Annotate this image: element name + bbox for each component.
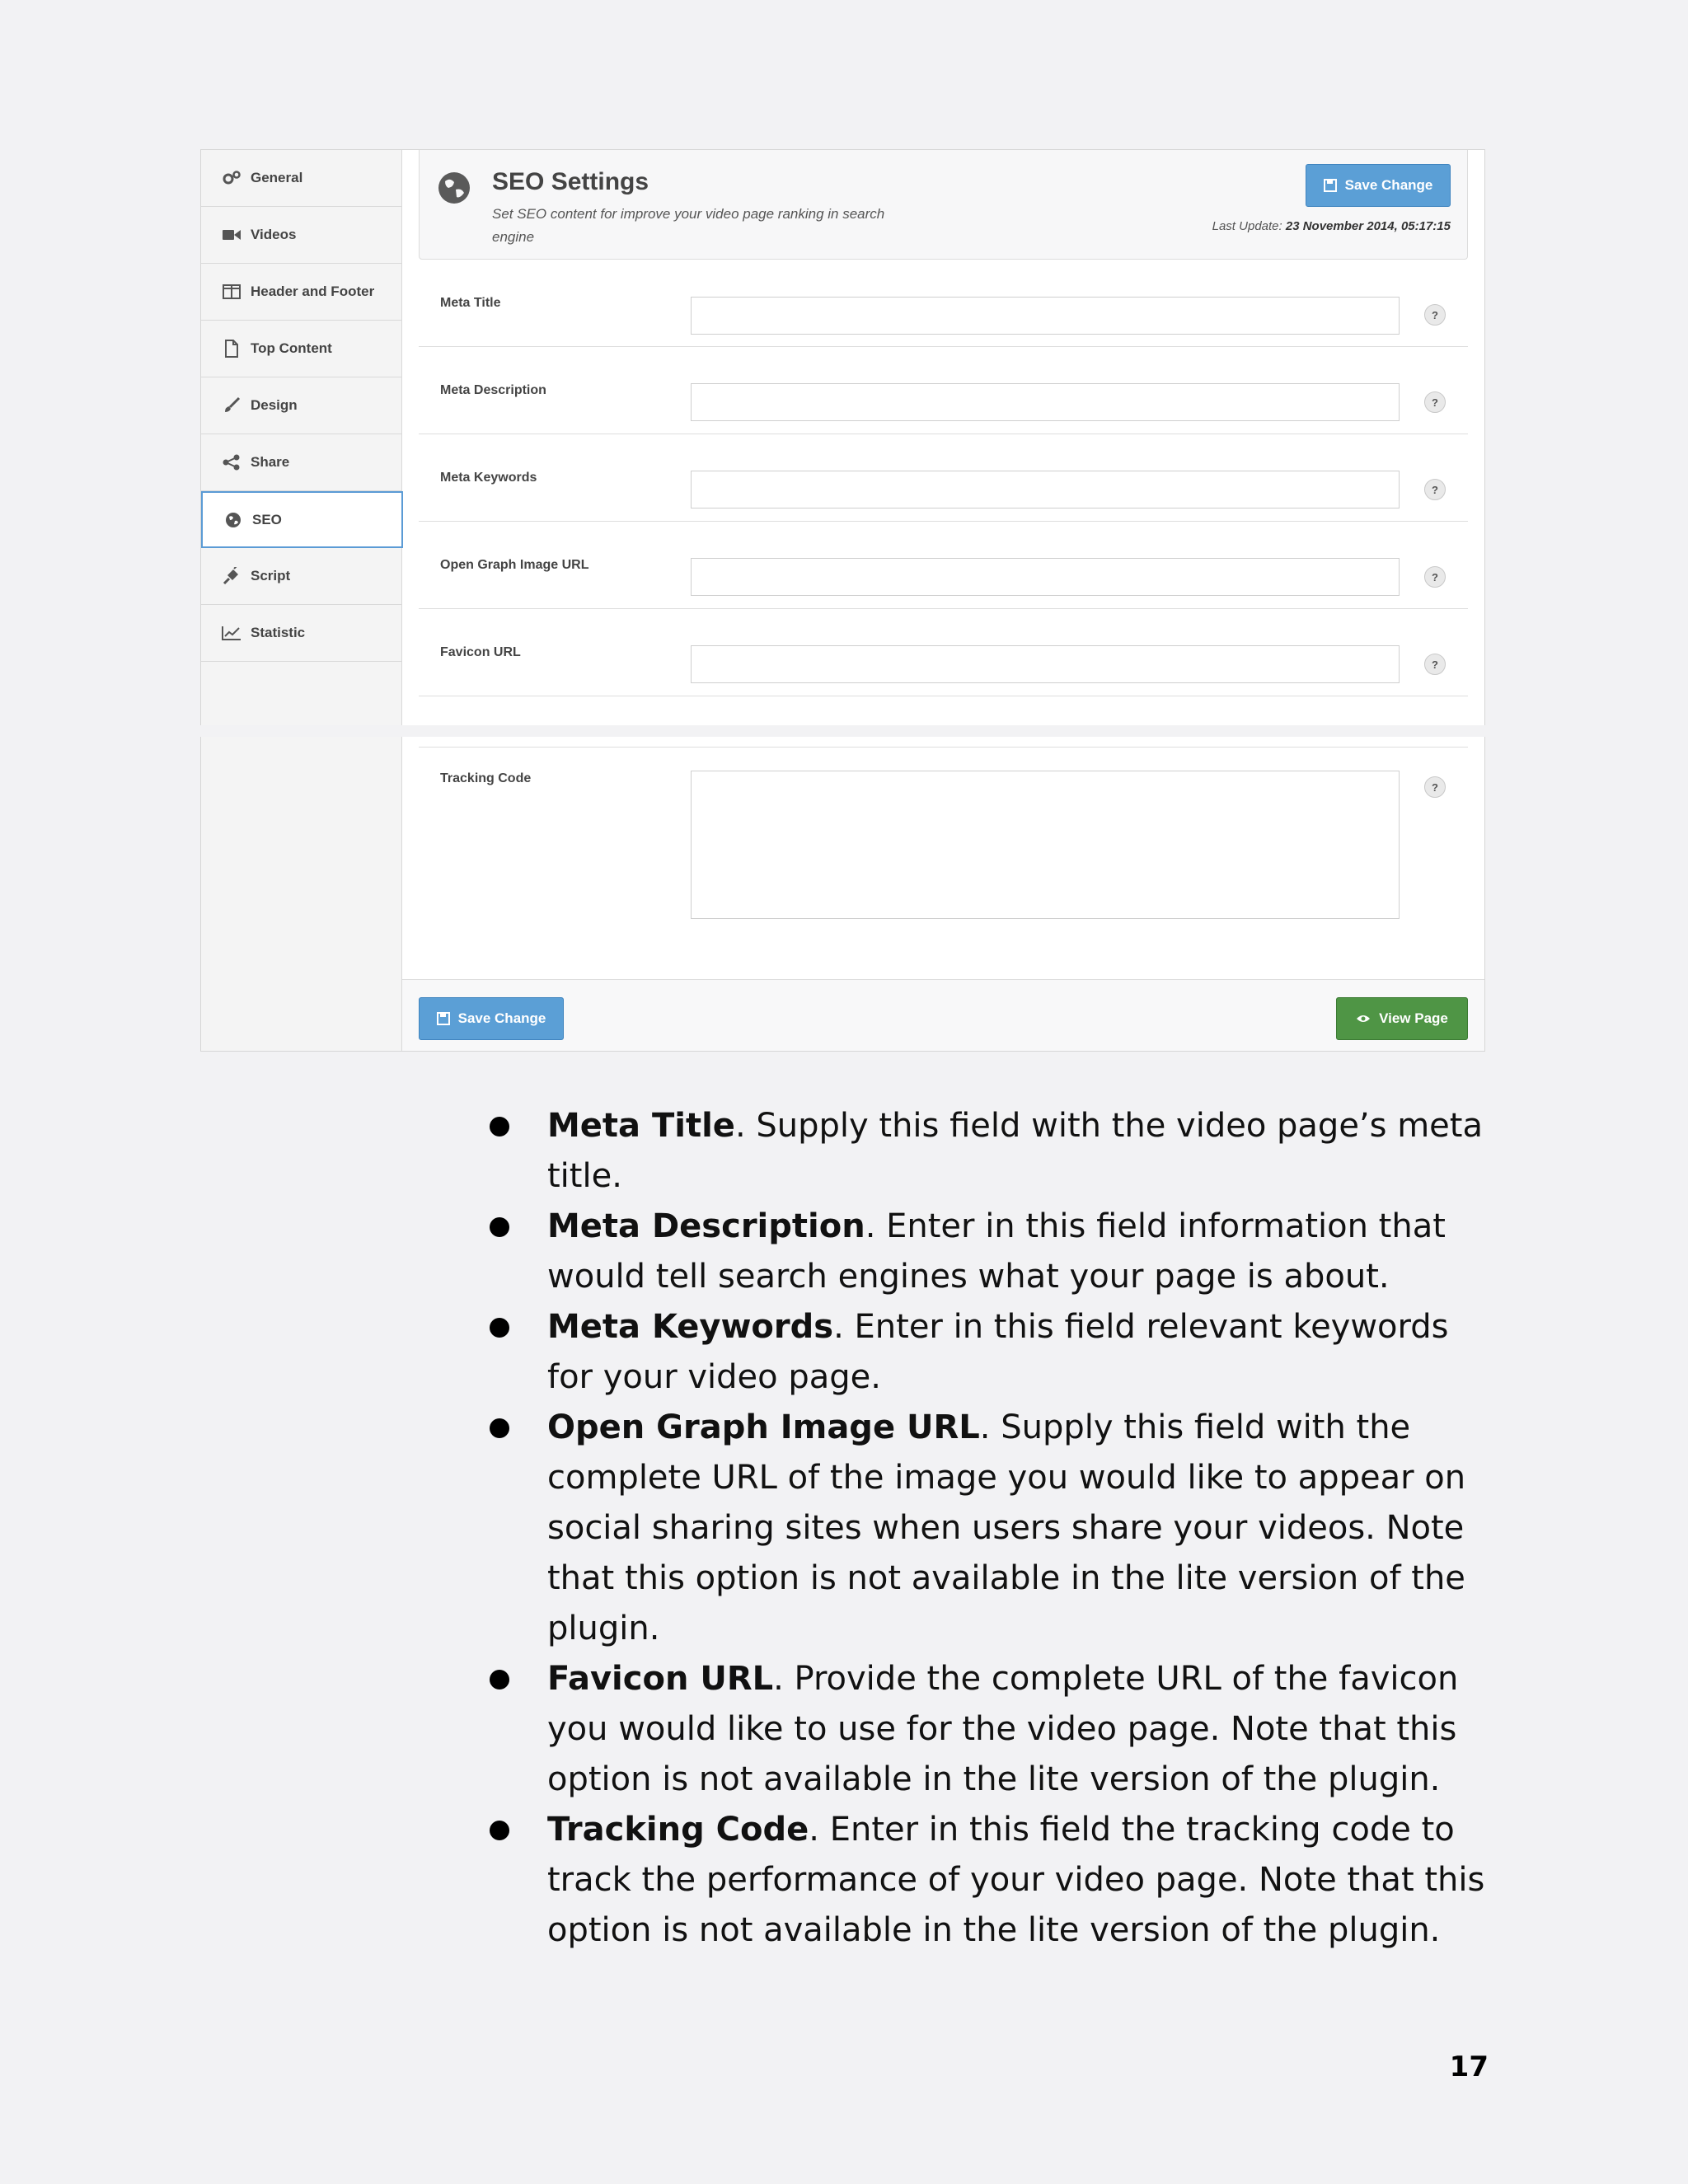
sidebar-item-design[interactable]	[201, 377, 401, 434]
seo-settings-screenshot	[200, 149, 1485, 1052]
list-item	[488, 1302, 1502, 1403]
bullet-text: . Enter in this field the tracking code to track the performance of your video page. Note that this option is not available in the lite version of the plugin.	[547, 1811, 1485, 1949]
sidebar-item-general[interactable]	[201, 150, 401, 207]
form-row-meta-keywords	[419, 434, 1468, 522]
help-icon[interactable]: ?	[1424, 566, 1446, 588]
form-row-meta-description	[419, 347, 1468, 434]
bullet-term: Tracking Code	[547, 1811, 809, 1849]
file-icon	[221, 340, 242, 358]
meta-title-input[interactable]	[691, 297, 1400, 335]
divider	[419, 747, 1468, 748]
bullet-term: Favicon URL	[547, 1660, 774, 1698]
settings-sidebar	[201, 150, 402, 1051]
sidebar-item-label: Statistic	[251, 625, 306, 640]
sidebar-item-label: Header and Footer	[251, 284, 375, 299]
last-update-value: 23 November 2014, 05:17:15	[1285, 219, 1451, 233]
floppy-disk-icon	[437, 1012, 450, 1025]
meta-description-label: Meta Description	[440, 383, 546, 397]
meta-keywords-label: Meta Keywords	[440, 471, 537, 485]
last-update	[1212, 219, 1451, 233]
form-row-meta-title	[419, 260, 1468, 347]
seo-settings-main	[402, 150, 1484, 1051]
view-page-label: View Page	[1379, 1010, 1448, 1026]
last-update-label: Last Update:	[1212, 219, 1282, 233]
bullet-text: . Enter in this field information that would tell search engines what your page is about.	[547, 1207, 1446, 1296]
columns-icon	[221, 283, 242, 301]
list-item	[488, 1654, 1502, 1805]
help-icon[interactable]: ?	[1424, 776, 1446, 798]
favicon-url-label: Favicon URL	[440, 645, 521, 659]
eye-icon	[1356, 1014, 1371, 1024]
tracking-code-label: Tracking Code	[440, 771, 532, 785]
sidebar-item-label: Videos	[251, 227, 297, 242]
meta-title-label: Meta Title	[440, 296, 501, 310]
sidebar-item-share[interactable]	[201, 434, 401, 491]
bullet-term: Meta Keywords	[547, 1308, 834, 1346]
list-item	[488, 1202, 1502, 1302]
brush-icon	[221, 396, 242, 415]
open-graph-image-url-label: Open Graph Image URL	[440, 558, 589, 572]
settings-footer	[402, 979, 1484, 1051]
sidebar-item-seo[interactable]	[201, 491, 403, 548]
list-item	[488, 1101, 1502, 1202]
bullet-term: Open Graph Image URL	[547, 1408, 980, 1446]
list-item	[488, 1805, 1502, 1956]
save-change-label: Save Change	[457, 1010, 546, 1026]
page-title: SEO Settings	[492, 168, 649, 195]
page-subtitle: Set SEO content for improve your video page ranking in search engine	[492, 206, 885, 245]
tracking-code-textarea[interactable]	[691, 771, 1400, 919]
sidebar-item-label: General	[251, 170, 303, 185]
plug-icon	[221, 567, 242, 585]
screenshot-splice-gap	[200, 725, 1486, 737]
open-graph-image-url-input[interactable]	[691, 558, 1400, 596]
sidebar-item-label: Top Content	[251, 340, 332, 356]
sidebar-item-script[interactable]	[201, 548, 401, 605]
floppy-disk-icon	[1324, 179, 1337, 192]
form-row-favicon-url	[419, 609, 1468, 696]
globe-icon	[438, 171, 471, 204]
save-change-label: Save Change	[1344, 177, 1433, 193]
sidebar-item-label: Design	[251, 397, 298, 413]
help-icon[interactable]: ?	[1424, 304, 1446, 326]
settings-header	[419, 150, 1468, 260]
bullet-icon	[490, 1117, 509, 1137]
bullet-icon	[490, 1670, 509, 1690]
sidebar-item-label: Share	[251, 454, 290, 470]
line-chart-icon	[221, 624, 242, 642]
share-icon	[221, 453, 242, 471]
sidebar-item-label: SEO	[252, 511, 282, 527]
bullet-icon	[490, 1318, 509, 1338]
bullet-text: . Supply this field with the video page’s meta title.	[547, 1107, 1483, 1195]
help-icon[interactable]: ?	[1424, 654, 1446, 675]
view-page-button[interactable]	[1336, 997, 1468, 1040]
meta-keywords-input[interactable]	[691, 471, 1400, 509]
gears-icon	[221, 169, 242, 187]
sidebar-item-header-and-footer[interactable]	[201, 264, 401, 321]
favicon-url-input[interactable]	[691, 645, 1400, 683]
bullet-icon	[490, 1217, 509, 1237]
sidebar-item-label: Script	[251, 568, 291, 583]
help-icon[interactable]: ?	[1424, 479, 1446, 500]
field-descriptions-list	[488, 1101, 1502, 1956]
list-item	[488, 1403, 1502, 1654]
form-row-open-graph-image-url	[419, 522, 1468, 609]
bullet-text: . Enter in this field relevant keywords for your video page.	[547, 1308, 1449, 1396]
video-camera-icon	[221, 226, 242, 244]
bullet-icon	[490, 1418, 509, 1438]
sidebar-item-statistic[interactable]	[201, 605, 401, 662]
sidebar-item-top-content[interactable]	[201, 321, 401, 377]
bullet-text: . Supply this field with the complete URL of the image you would like to appear on social sharing sites when users share your videos. Note that this option is not available in the lite version of the plugin.	[547, 1408, 1466, 1647]
globe-icon	[223, 511, 244, 529]
meta-description-input[interactable]	[691, 383, 1400, 421]
bullet-term: Meta Title	[547, 1107, 735, 1145]
bullet-term: Meta Description	[547, 1207, 865, 1245]
save-change-button-bottom[interactable]	[419, 997, 564, 1040]
sidebar-item-videos[interactable]	[201, 207, 401, 264]
save-change-button-top[interactable]	[1306, 164, 1451, 207]
bullet-text: . Provide the complete URL of the favicon you would like to use for the video page. Note that this option is not available in the lite version of the plugin.	[547, 1660, 1459, 1798]
page-number: 17	[1449, 2050, 1489, 2083]
help-icon[interactable]: ?	[1424, 391, 1446, 413]
bullet-icon	[490, 1821, 509, 1840]
